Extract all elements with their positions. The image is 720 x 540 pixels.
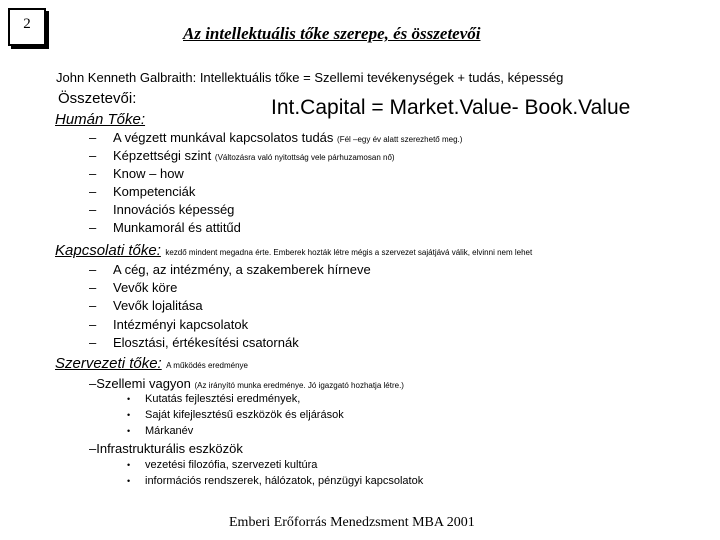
relational-capital-note: kezdő mindent megadna érte. Emberek hozták létre mégis a szervezet sajátjává válik, elvinni nem lehet [165,248,533,257]
list-item: • vezetési filozófia, szervezeti kultúra [127,459,318,471]
components-label: Összetevői: [58,90,137,107]
list-item: – Innovációs képesség [89,202,235,217]
slide-title: Az intellektuális tőke szerepe, és összetevői [183,24,481,43]
list-item: • információs rendszerek, hálózatok, pénzügyi kapcsolatok [127,475,424,487]
relational-capital-heading: Kapcsolati tőke: [55,242,161,259]
list-item: – Munkamorál és attitűd [89,220,241,235]
organizational-capital-note: A működés eredménye [166,361,248,370]
list-item: • Kutatás fejlesztési eredmények, [127,393,301,405]
list-item: • Saját kifejlesztésű eszközök és eljárások [127,409,344,421]
footer: Emberi Erőforrás Menedzsment MBA 2001 [229,515,475,530]
list-item: – Képzettségi szint (Változásra való nyitottság vele párhuzamosan nő) [89,148,395,163]
list-item: – A végzett munkával kapcsolatos tudás (Fél –egy év alatt szerezhető meg.) [89,130,463,145]
list-item: • Márkanév [127,425,194,437]
infrastructure-assets-label: –Infrastrukturális eszközök [89,441,243,456]
list-item: – Kompetenciák [89,184,196,199]
relational-capital-row [55,242,532,260]
intellectual-assets-row: –Szellemi vagyon (Az irányító munka eredménye. Jó igazgató hozhatja létre.) [89,376,404,391]
organizational-capital-heading: Szervezeti tőke: [55,355,162,372]
list-item: – Vevők köre [89,280,178,295]
human-capital-heading: Humán Tőke: [55,111,146,128]
list-item: – Intézményi kapcsolatok [89,317,249,332]
list-item: – Know – how [89,166,184,181]
page-number: 2 [23,16,31,32]
page-number-box [8,8,46,46]
list-item: – Vevők lojalitása [89,298,203,313]
formula: Int.Capital = Market.Value- Book.Value [271,96,631,119]
definition-line: John Kenneth Galbraith: Intellektuális tőke = Szellemi tevékenységek + tudás, képesség [56,70,564,85]
list-item: – Elosztási, értékesítési csatornák [89,335,299,350]
list-item: – A cég, az intézmény, a szakemberek hírneve [89,262,371,277]
organizational-capital-row [55,355,248,373]
